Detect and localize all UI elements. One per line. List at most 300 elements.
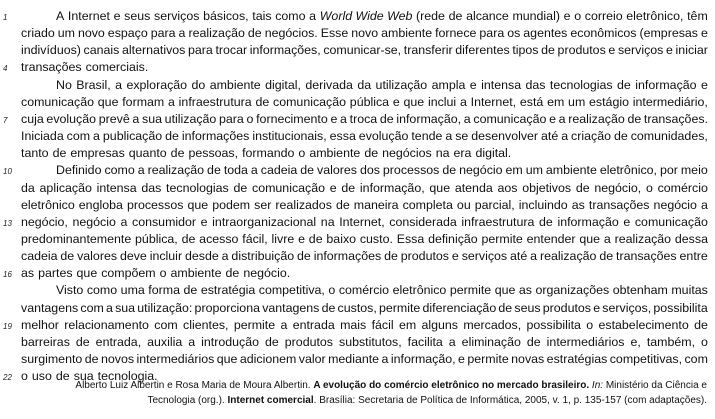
word: de xyxy=(539,214,553,229)
word: obtenham xyxy=(612,283,668,298)
text-line xyxy=(21,197,708,214)
word: de xyxy=(170,146,185,161)
word: transferir xyxy=(403,43,453,58)
word: a xyxy=(309,9,317,23)
word: entender xyxy=(526,231,576,246)
word: intraorganizacional xyxy=(212,214,317,229)
word: uma xyxy=(120,283,145,298)
word: na xyxy=(435,146,450,161)
word: em xyxy=(547,94,565,109)
word: a xyxy=(168,94,175,109)
word: intermediários xyxy=(546,334,625,349)
word: seus xyxy=(514,300,541,315)
word: de xyxy=(183,283,198,298)
word: das xyxy=(141,180,162,195)
line-number: 10 xyxy=(3,167,12,177)
text-line xyxy=(21,128,708,145)
citation-authors: Alberto Luiz Albertin e Rosa Maria de Moura Albertin. xyxy=(75,380,311,391)
word: comunicação xyxy=(473,111,547,126)
word: ambiente xyxy=(381,26,433,41)
word: permite xyxy=(481,231,523,246)
word: considerada xyxy=(389,214,457,229)
word: era xyxy=(453,146,472,161)
word: de xyxy=(321,300,336,315)
word: Esse xyxy=(320,26,349,41)
word: para xyxy=(479,26,505,41)
word: toda xyxy=(223,163,248,178)
word: aos xyxy=(497,180,518,195)
word: predominantemente xyxy=(21,231,132,246)
word: e xyxy=(330,111,338,126)
word: e xyxy=(549,111,556,126)
word: sua xyxy=(115,300,136,315)
word: processos xyxy=(382,163,440,178)
word: um xyxy=(568,94,586,109)
word: de xyxy=(599,249,614,264)
word: com xyxy=(66,129,91,144)
word: infraestrutura xyxy=(461,214,535,229)
word: que xyxy=(579,231,601,246)
word: (rede xyxy=(416,9,445,23)
line-number: 7 xyxy=(3,115,8,125)
word: comerciais. xyxy=(85,60,149,75)
text-line xyxy=(21,300,708,317)
citation-org: Tecnologia (org.). xyxy=(147,395,225,406)
text-line xyxy=(21,94,708,111)
word: como xyxy=(104,163,135,178)
word: informação, xyxy=(390,352,456,366)
word: realização xyxy=(188,26,245,41)
word: as xyxy=(21,266,35,281)
word: podem xyxy=(212,197,251,212)
word: e, xyxy=(630,334,641,349)
word: institucionais, xyxy=(252,129,327,144)
word: ou xyxy=(456,197,471,212)
word: ambiente xyxy=(209,77,261,92)
word: que xyxy=(403,94,425,109)
word: a xyxy=(445,129,453,144)
word: ser xyxy=(254,197,272,212)
word: e xyxy=(563,9,571,23)
word: a xyxy=(603,231,611,246)
word: World Wide Web xyxy=(319,9,413,23)
word: parcial, xyxy=(474,197,515,212)
word: introdução xyxy=(201,334,260,349)
word: a xyxy=(459,94,467,109)
word: os xyxy=(507,26,521,41)
word: de xyxy=(541,43,555,58)
word: eletrônico, xyxy=(626,9,684,23)
word: ambiente xyxy=(545,163,597,178)
word: Internet xyxy=(67,9,110,23)
word: pessoas, xyxy=(188,146,239,161)
word: a xyxy=(188,334,196,349)
word: ambiente xyxy=(309,146,361,161)
word: comunicação xyxy=(21,94,95,109)
word: a xyxy=(120,214,128,229)
word: custos, xyxy=(337,300,377,315)
word: a xyxy=(561,129,569,144)
word: negócio xyxy=(72,214,116,229)
word: o xyxy=(574,9,582,23)
word: e xyxy=(608,43,616,58)
word: e xyxy=(329,180,337,195)
word: por xyxy=(659,163,678,178)
word: deve xyxy=(119,249,147,264)
word: informações xyxy=(181,129,250,144)
word: a xyxy=(115,77,123,92)
word: pública, xyxy=(135,231,178,246)
word: negócio xyxy=(459,163,503,178)
word: diferenciação xyxy=(422,300,497,315)
word: negócio. xyxy=(243,266,291,281)
word: na xyxy=(320,214,335,229)
word: informação xyxy=(635,77,697,92)
word: e xyxy=(666,43,673,58)
word: têm xyxy=(687,9,708,23)
word: de xyxy=(165,129,179,144)
word: novo xyxy=(77,26,105,41)
word: sua xyxy=(142,111,162,126)
text-line xyxy=(56,8,708,25)
word: de xyxy=(265,334,279,349)
word: a xyxy=(558,111,566,126)
word: exploração xyxy=(126,77,188,92)
word: de xyxy=(255,94,270,109)
word: informação, xyxy=(396,111,462,126)
word: inclui xyxy=(427,94,457,109)
word: espaço xyxy=(107,26,148,41)
word: de xyxy=(617,77,631,92)
word: competitiva, xyxy=(258,283,325,298)
word: a xyxy=(137,163,145,178)
word: digital, xyxy=(265,77,301,92)
word: cadeia xyxy=(21,249,58,264)
word: No xyxy=(56,77,72,92)
word: de xyxy=(364,146,379,161)
word: vantagens xyxy=(262,300,320,315)
word: formando xyxy=(242,146,295,161)
word: alternativos xyxy=(122,43,186,58)
word: intermediário, xyxy=(632,94,708,109)
word: o xyxy=(298,146,306,161)
word: um xyxy=(525,163,543,178)
word: derivada xyxy=(305,77,353,92)
line-number: 19 xyxy=(3,321,12,331)
citation-line-2 xyxy=(147,394,707,408)
word: negócio, xyxy=(21,214,68,229)
word: tais xyxy=(252,9,272,23)
word: serviços xyxy=(461,249,508,264)
word: do xyxy=(191,77,206,92)
word: maneira xyxy=(353,197,399,212)
word: alguns xyxy=(421,317,458,332)
word: que xyxy=(429,180,451,195)
word: produtos xyxy=(400,249,449,264)
citation-line-1: Alberto Luiz Albertin e Rosa Maria de Moura Albertin. A evolução do comércio eletrônico no mercado brasileiro. In: Ministério da Ciência e xyxy=(75,380,707,391)
line-number: 22 xyxy=(3,373,12,383)
word: e xyxy=(200,214,208,229)
word: acesso xyxy=(199,231,239,246)
word: de xyxy=(60,249,75,264)
word: desenvolver xyxy=(471,129,539,144)
word: e xyxy=(113,9,121,23)
word: tecnologias xyxy=(166,180,229,195)
word: intermediários xyxy=(136,352,215,366)
word: a xyxy=(132,111,140,126)
text-line xyxy=(21,59,708,76)
word: de xyxy=(300,163,315,178)
text-line xyxy=(21,334,708,351)
word: negócio, xyxy=(594,180,642,195)
word: de xyxy=(247,26,262,41)
word: compõem xyxy=(101,266,156,281)
word: para xyxy=(150,26,176,41)
word: aplicação xyxy=(39,180,92,195)
word: de xyxy=(207,163,221,178)
word: realização xyxy=(539,249,597,264)
word: eliminação xyxy=(461,334,521,349)
word: forma xyxy=(148,283,180,298)
word: quanto xyxy=(128,146,167,161)
word: transações xyxy=(21,60,82,75)
word: utilização xyxy=(375,77,428,92)
word: mundial) xyxy=(512,9,560,23)
word: com xyxy=(684,352,708,366)
word: de xyxy=(84,352,99,366)
word: também, xyxy=(646,334,696,349)
word: organizações xyxy=(535,283,610,298)
word: de xyxy=(448,9,463,23)
word: informações xyxy=(313,249,382,264)
word: a xyxy=(448,334,456,349)
word: se xyxy=(455,129,469,144)
word: que xyxy=(216,352,238,366)
word: Brasil, xyxy=(76,77,111,92)
word: canais xyxy=(83,43,120,58)
word: de xyxy=(613,129,628,144)
word: econômicos xyxy=(570,26,637,41)
word: da xyxy=(357,77,372,92)
word: para xyxy=(188,43,213,58)
word: evolução xyxy=(358,129,409,144)
word: intensa xyxy=(481,77,522,92)
word: estratégias xyxy=(546,352,608,366)
word: valores xyxy=(77,249,118,264)
word: Internet, xyxy=(470,94,517,109)
word: das xyxy=(525,77,546,92)
word: que xyxy=(494,283,516,298)
citation-book: Internet comercial xyxy=(227,395,314,406)
word: serviços xyxy=(617,43,664,58)
word: as xyxy=(571,197,585,212)
word: e xyxy=(700,26,708,41)
word: utilização: xyxy=(137,300,193,315)
word: com xyxy=(154,317,178,332)
word: o xyxy=(701,334,708,349)
word: permite xyxy=(379,300,421,315)
word: definição xyxy=(428,231,478,246)
word: substitutos, xyxy=(339,334,402,349)
word: e xyxy=(458,352,465,366)
word: de xyxy=(55,369,70,384)
word: possibilita xyxy=(653,300,708,315)
word: fornece xyxy=(435,26,477,41)
word: troca xyxy=(349,111,378,126)
word: de xyxy=(233,180,248,195)
line-number: 13 xyxy=(3,218,12,228)
word: de xyxy=(384,249,398,264)
word: trocar xyxy=(215,43,248,58)
word: transações. xyxy=(643,111,708,126)
word: o xyxy=(159,266,167,281)
word: novo xyxy=(351,26,379,41)
word: surgimento xyxy=(21,352,83,366)
word: de xyxy=(75,334,90,349)
word: Iniciada xyxy=(21,129,64,144)
word: adicionem xyxy=(239,352,297,366)
word: alcance xyxy=(466,9,509,23)
word: informações, xyxy=(249,43,321,58)
word: consumidor xyxy=(132,214,197,229)
word: a xyxy=(381,352,389,366)
word: distribuição xyxy=(231,249,295,264)
word: de xyxy=(498,300,513,315)
word: as xyxy=(518,283,532,298)
word: produtos xyxy=(542,300,591,315)
word: incluindo xyxy=(518,197,568,212)
word: (empresas xyxy=(639,26,698,41)
word: empresas xyxy=(70,146,125,161)
word: estágio xyxy=(589,94,629,109)
word: de xyxy=(335,197,350,212)
word: infraestrutura xyxy=(178,94,252,109)
word: a xyxy=(105,300,113,315)
word: até xyxy=(510,249,528,264)
word: clientes, xyxy=(183,317,229,332)
word: de xyxy=(181,231,196,246)
citation-title: A evolução do comércio eletrônico no mercado brasileiro xyxy=(313,380,587,391)
word: possibilita xyxy=(526,317,581,332)
word: uso xyxy=(31,369,52,384)
text-line xyxy=(21,180,708,197)
word: produtos xyxy=(557,43,606,58)
word: realização xyxy=(614,231,672,246)
word: incluir xyxy=(149,249,183,264)
word: A xyxy=(56,9,65,23)
word: diferentes xyxy=(455,43,510,58)
word: tanto xyxy=(21,146,49,161)
word: e xyxy=(451,249,459,264)
word: relacionamento xyxy=(64,317,149,332)
word: de xyxy=(627,111,642,126)
word: ampla xyxy=(431,77,466,92)
word: custo. xyxy=(359,231,393,246)
word: permite xyxy=(233,317,276,332)
word: vantagens xyxy=(21,300,79,315)
word: realização xyxy=(147,163,205,178)
word: livre xyxy=(271,231,295,246)
word: comunicar-se, xyxy=(323,43,402,58)
word: realização xyxy=(568,111,625,126)
word: eletrônico, xyxy=(599,163,657,178)
line-number: 1 xyxy=(3,13,8,22)
word: está xyxy=(519,94,544,109)
word: partes xyxy=(38,266,73,281)
word: tende xyxy=(411,129,443,144)
word: criado xyxy=(21,26,55,41)
word: comunicação xyxy=(273,94,347,109)
word: proporciona xyxy=(194,300,260,315)
word: produtos xyxy=(284,334,334,349)
word: transações xyxy=(588,197,650,212)
word: estabelecimento xyxy=(598,317,689,332)
word: muitas xyxy=(671,283,708,298)
word: auxilia xyxy=(147,334,183,349)
word: cadeia xyxy=(260,163,298,178)
word: dos xyxy=(359,163,380,178)
word: Internet, xyxy=(339,214,385,229)
word: a xyxy=(463,111,471,126)
word: como xyxy=(86,283,118,298)
word: de xyxy=(225,266,240,281)
word: a xyxy=(178,26,186,41)
word: a xyxy=(221,249,229,264)
word: a xyxy=(701,197,708,212)
word: de xyxy=(297,249,311,264)
word: o xyxy=(328,283,336,298)
text-line xyxy=(56,282,708,299)
word: entrada, xyxy=(95,334,142,349)
word: realizados xyxy=(275,197,332,212)
word: utilização xyxy=(164,111,217,126)
text-line xyxy=(21,111,708,128)
word: de xyxy=(442,163,457,178)
word: novas xyxy=(511,352,545,366)
word: com xyxy=(80,300,104,315)
word: tecnologia. xyxy=(97,369,158,384)
word: e xyxy=(298,231,305,246)
text-line xyxy=(21,214,708,231)
word: Visto xyxy=(56,283,84,298)
word: de xyxy=(526,334,541,349)
text-line xyxy=(56,162,708,179)
text-line xyxy=(21,231,708,248)
text-line xyxy=(21,145,708,162)
text-line xyxy=(21,265,708,282)
text-line xyxy=(56,77,708,94)
word: competitivas, xyxy=(609,352,683,366)
word: de xyxy=(575,180,590,195)
word: estratégia xyxy=(200,283,256,298)
word: engloba xyxy=(78,197,123,212)
word: entre xyxy=(679,249,708,264)
word: tecnologias xyxy=(549,77,613,92)
word: intensa xyxy=(96,180,137,195)
word: em xyxy=(505,163,523,178)
word: indivíduos) xyxy=(21,43,81,58)
word: e xyxy=(593,300,601,315)
word: o xyxy=(21,369,28,384)
word: objetivos xyxy=(522,180,572,195)
word: mais xyxy=(340,317,367,332)
word: eletrônico xyxy=(392,283,447,298)
word: completa xyxy=(402,197,453,212)
word: prevê xyxy=(98,111,130,126)
word: agentes xyxy=(523,26,568,41)
word: essa xyxy=(329,129,356,144)
word: de xyxy=(379,111,394,126)
